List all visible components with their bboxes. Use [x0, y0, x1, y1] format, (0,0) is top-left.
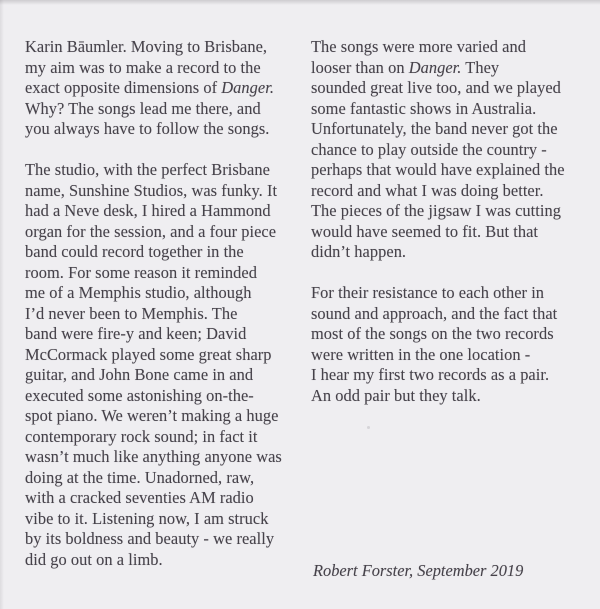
text-line: I’d never been to Memphis. The: [25, 303, 238, 323]
text-line: chance to play outside the country -: [311, 139, 547, 159]
text-line: The pieces of the jigsaw I was cutting: [311, 201, 561, 220]
page-edge-shadow-top: [0, 0, 600, 5]
text-line: with a cracked seventies AM radio: [25, 488, 254, 507]
text-column-left: [25, 37, 297, 570]
text-line: my aim was to make a record to the: [25, 57, 261, 77]
text-line: sound and approach, and the fact that: [311, 303, 558, 323]
text-line: perhaps that would have explained the: [311, 160, 565, 179]
text-line: would have seemed to fit. But that: [311, 221, 539, 241]
text-line: looser than on Danger. They: [311, 57, 500, 77]
text-line: An odd pair but they talk.: [311, 385, 481, 405]
text-line: by its boldness and beauty - we really: [25, 529, 275, 548]
paragraph: [25, 37, 297, 140]
text-line: had a Neve desk, I hired a Hammond: [25, 201, 271, 220]
text-line: band could record together in the: [25, 242, 244, 261]
text-line: Why? The songs lead me there, and: [25, 98, 261, 118]
text-line: organ for the session, and a four piece: [25, 221, 277, 241]
page-edge-shadow-left: [0, 0, 4, 609]
paragraph: [311, 283, 589, 406]
text-line: I hear my first two records as a pair.: [311, 365, 550, 384]
text-line: most of the songs on the two records: [311, 324, 554, 343]
text-line: band were fire-y and keen; David: [25, 324, 247, 343]
text-line: wasn’t much like anything anyone was: [25, 447, 282, 466]
text-line: were written in the one location -: [311, 344, 531, 364]
text-line: you always have to follow the songs.: [25, 119, 270, 138]
paragraph: [25, 160, 297, 570]
text-line: executed some astonishing on-the-: [25, 385, 254, 405]
text-line: didn’t happen.: [311, 242, 407, 261]
text-line: spot piano. We weren’t making a huge: [25, 406, 279, 425]
text-line: For their resistance to each other in: [311, 283, 545, 302]
text-line: name, Sunshine Studios, was funky. It: [25, 180, 278, 200]
text-line: Karin Bāumler. Moving to Brisbane,: [25, 37, 268, 56]
signature: Robert Forster, September 2019: [313, 561, 524, 580]
text-line: exact opposite dimensions of Danger.: [25, 78, 274, 97]
text-line: room. For some reason it reminded: [25, 262, 257, 282]
text-column-right: [311, 37, 589, 406]
text-line: McCormack played some great sharp: [25, 344, 272, 364]
text-line: Unfortunately, the band never got the: [311, 119, 558, 138]
text-line: contemporary rock sound; in fact it: [25, 426, 258, 446]
text-line: me of a Memphis studio, although: [25, 283, 252, 302]
text-line: guitar, and John Bone came in and: [25, 365, 254, 384]
text-line: sounded great live too, and we played: [311, 78, 561, 97]
text-line: doing at the time. Unadorned, raw,: [25, 467, 255, 487]
text-line: vibe to it. Listening now, I am struck: [25, 508, 269, 528]
paragraph: [311, 37, 589, 263]
text-line: record and what I was doing better.: [311, 180, 544, 200]
text-line: some fantastic shows in Australia.: [311, 98, 537, 118]
text-line: did go out on a limb.: [25, 549, 163, 569]
scan-speck: [367, 426, 370, 429]
text-line: The studio, with the perfect Brisbane: [25, 160, 270, 179]
text-line: The songs were more varied and: [311, 37, 526, 56]
